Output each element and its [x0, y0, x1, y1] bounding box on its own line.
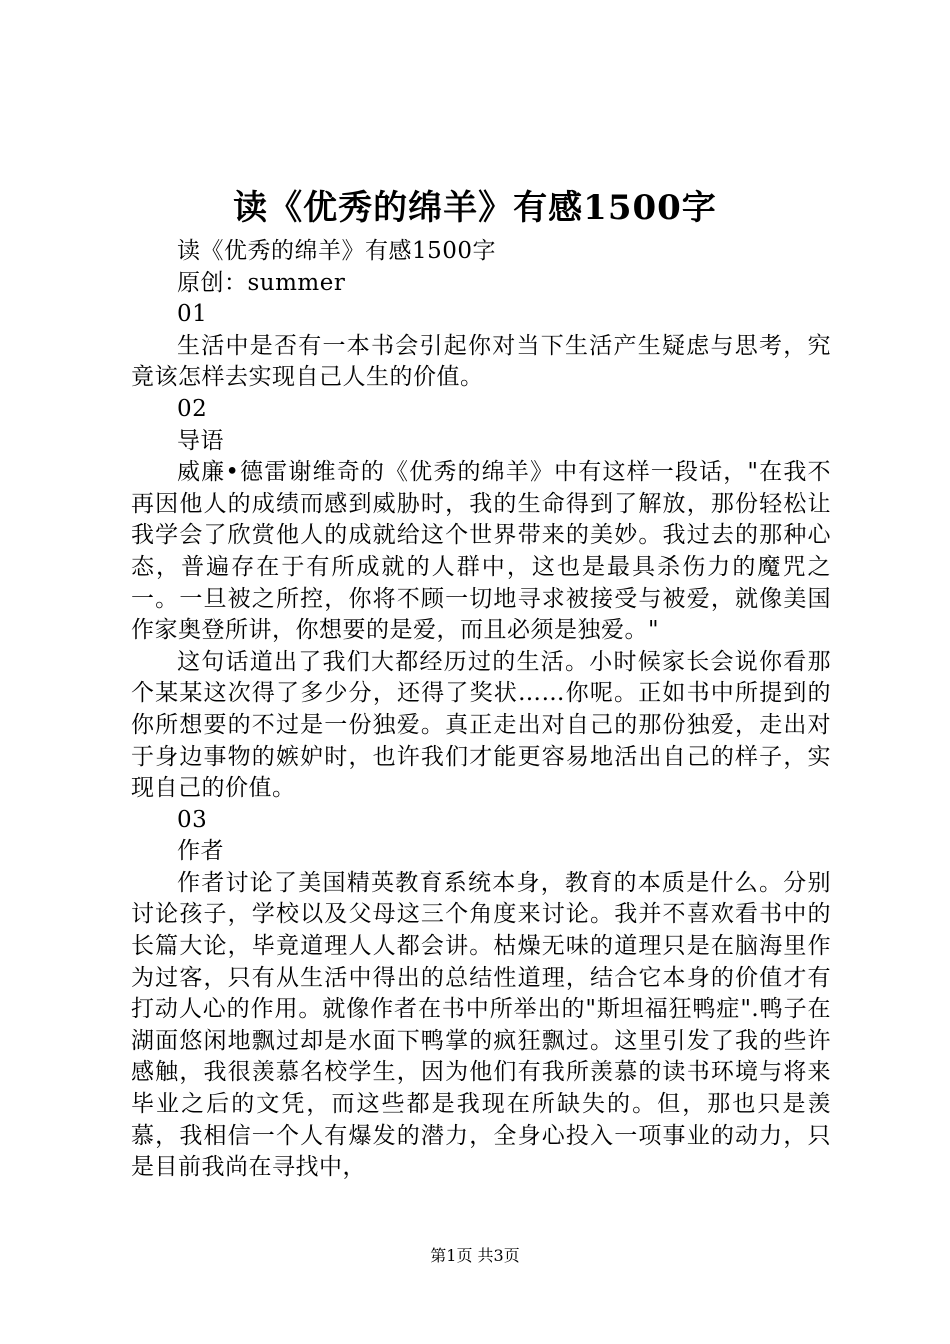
document-body: [131, 236, 831, 1184]
section-number: 02: [177, 395, 208, 422]
section-number: 03: [177, 806, 208, 833]
body-paragraph: 作者讨论了美国精英教育系统本身，教育的本质是什么。分别讨论孩子，学校以及父母这三个角度来讨论。我并不喜欢看书中的长篇大论，毕竟道理人人都会讲。枯燥无味的道理只是在脑海里作为过客，只有从生活中得出的总结性道理，结合它本身的价值才有打动人心的作用。就像作者在书中所举出的"斯坦福狂鸭症".鸭子在湖面悠闲地飘过却是水面下鸭掌的疯狂飘过。这里引发了我的些许感触，我很羡慕名校学生，因为他们有我所羡慕的读书环境与将来毕业之后的文凭，而这些都是我现在所缺失的。但，那也只是羡慕，我相信一个人有爆发的潜力，全身心投入一项事业的动力，只是目前我尚在寻找中，: [131, 869, 831, 1181]
body-paragraph: 原创：summer: [177, 269, 346, 296]
section-heading: 作者: [177, 838, 224, 865]
body-paragraph: 威廉•德雷谢维奇的《优秀的绵羊》中有这样一段话，"在我不再因他人的成绩而感到威胁时，我的生命得到了解放，那份轻松让我学会了欣赏他人的成就给这个世界带来的美妙。我过去的那种心态，普遍存在于有所成就的人群中，这也是最具杀伤力的魔咒之一。一旦被之所控，你将不顾一切地寻求被接受与被爱，就像美国作家奥登所讲，你想要的是爱，而且必须是独爱。": [131, 459, 831, 644]
body-paragraph: 生活中是否有一本书会引起你对当下生活产生疑虑与思考，究竟该怎样去实现自己人生的价值。: [131, 332, 831, 391]
body-paragraph: 这句话道出了我们大都经历过的生活。小时候家长会说你看那个某某这次得了多少分，还得了奖状……你呢。正如书中所提到的你所想要的不过是一份独爱。真正走出对自己的那份独爱，走出对于身边事物的嫉妒时，也许我们才能更容易地活出自己的样子，实现自己的价值。: [131, 648, 831, 802]
section-heading: 导语: [177, 427, 224, 454]
document-title: 读《优秀的绵羊》有感1500字: [233, 188, 717, 228]
page-footer: 第1页 共3页: [430, 1246, 520, 1265]
section-number: 01: [177, 301, 208, 328]
body-paragraph: 读《优秀的绵羊》有感1500字: [177, 238, 497, 264]
